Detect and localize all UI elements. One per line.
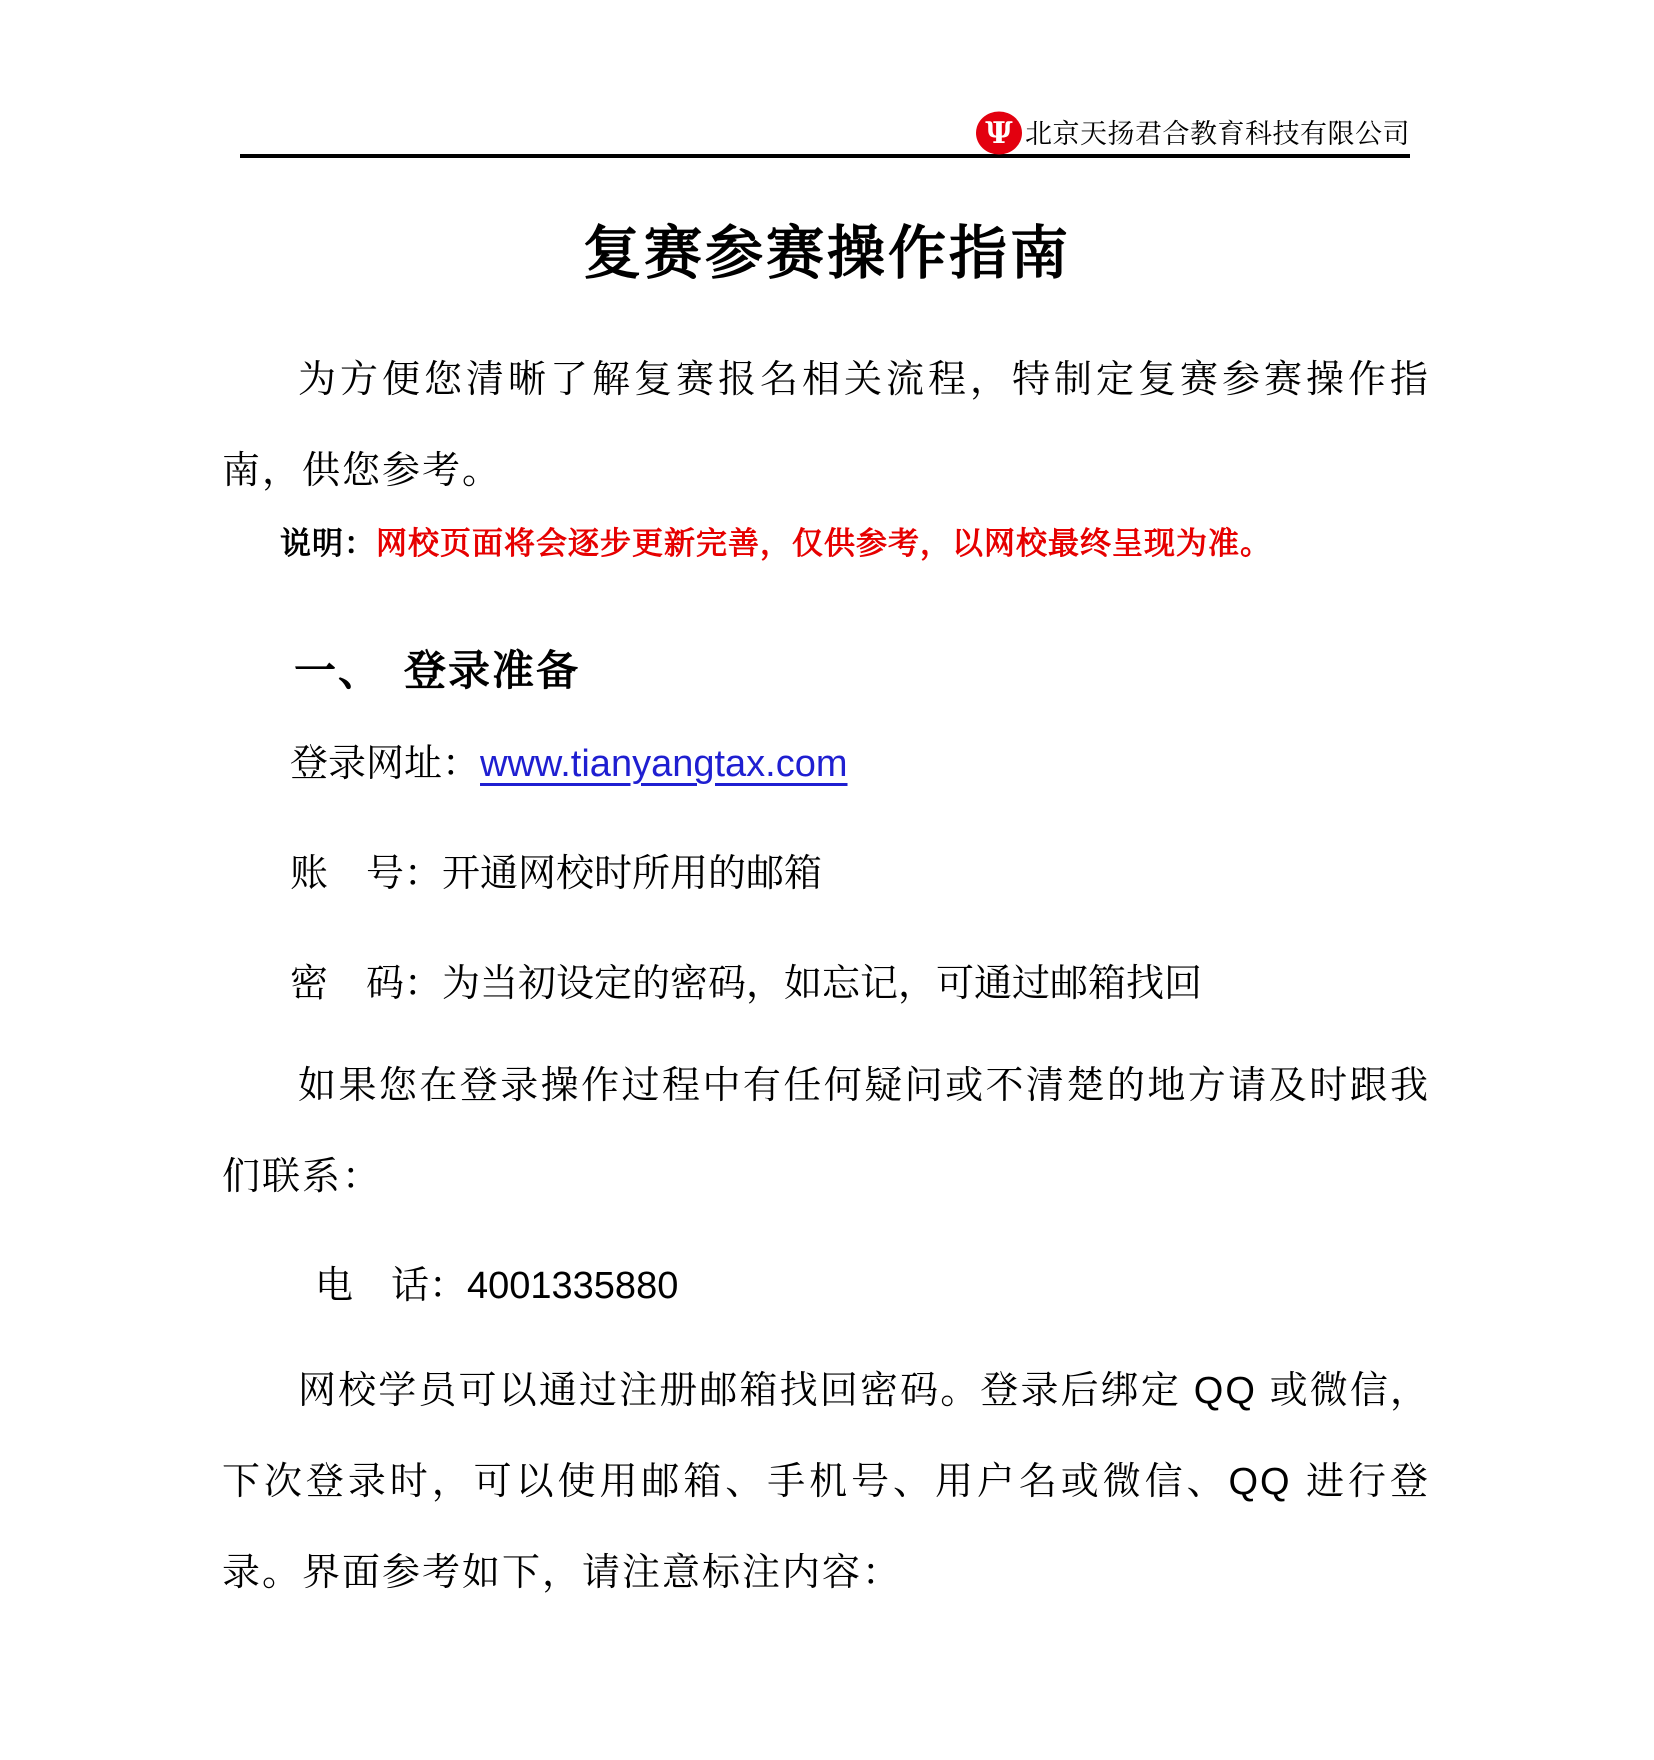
- login-url-link[interactable]: www.tianyangtax.com: [480, 742, 848, 785]
- page-title: 复赛参赛操作指南: [582, 221, 1071, 286]
- login-url-line: [222, 719, 1430, 810]
- section-heading-login-prep: [294, 644, 1430, 699]
- password-line: 密 码：为当初设定的密码，如忘记，可通过邮箱找回: [290, 963, 1203, 1006]
- account-line: 账 号：开通网校时所用的邮箱: [290, 853, 823, 896]
- contact-intro-paragraph: 如果您在登录操作过程中有任何疑问或不清楚的地方请及时跟我们联系：: [222, 1064, 1430, 1198]
- phone-line: 电 话：4001335880: [315, 1264, 679, 1307]
- intro-paragraph: 为方便您清晰了解复赛报名相关流程，特制定复赛参赛操作指南，供您参考。: [222, 358, 1430, 492]
- page-header: [240, 0, 1410, 158]
- login-url-label: 登录网址：: [290, 742, 481, 785]
- document-body: [222, 335, 1430, 1620]
- closing-paragraph: 网校学员可以通过注册邮箱找回密码。登录后绑定 QQ 或微信，下次登录时，可以使用邮箱、手机号、用户名或微信、QQ 进行登录。界面参考如下，请注意标注内容：: [222, 1370, 1430, 1595]
- section-title: 登录准备: [404, 647, 581, 695]
- note-text: 网校页面将会逐步更新完善，仅供参考，以网校最终呈现为准。: [376, 525, 1272, 561]
- section-number: 一、: [294, 647, 383, 695]
- note-line: [222, 521, 1430, 568]
- note-label: 说明：: [280, 525, 376, 561]
- company-name: 北京天扬君合教育科技有限公司: [1025, 118, 1410, 149]
- psi-glyph: Ψ: [985, 116, 1013, 151]
- company-psi-logo-icon: [975, 110, 1023, 156]
